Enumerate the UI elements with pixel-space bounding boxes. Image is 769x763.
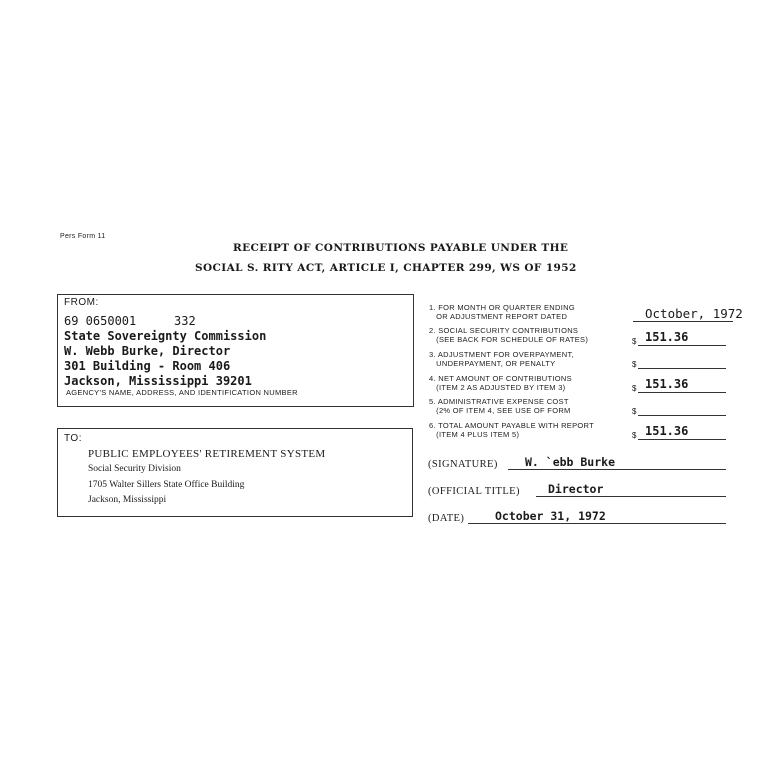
item-3-text: 3. ADJUSTMENT FOR OVERPAYMENT, UNDERPAYMENT, OR PENALTY [429,350,574,368]
signature-rule [508,469,726,470]
agency-name: State Sovereignty Commission [64,329,267,343]
item-4-rule [638,392,726,393]
signature-value: W. `ebb Burke [525,455,616,469]
item-3-dollar: $ [632,360,637,369]
official-title-rule [536,496,726,497]
recipient-address-city: Jackson, Mississippi [88,495,167,505]
item-6-value: 151.36 [645,424,689,438]
item-3-rule [638,368,726,369]
recipient-address-street: 1705 Walter Sillers State Office Building [88,480,245,490]
form-title-line-2: SOCIAL S. RITY ACT, ARTICLE I, CHAPTER 299, WS OF 1952 [195,262,577,274]
item-6-dollar: $ [632,431,637,440]
item-2-dollar: $ [632,337,637,346]
from-heading: FROM: [64,297,99,308]
item-5-dollar: $ [632,407,637,416]
form-number: Pers Form 11 [60,233,106,240]
agency-id-suffix: 332 [174,314,196,328]
signature-label: (SIGNATURE) [428,459,498,470]
agency-id-number: 69 0650001 [64,314,137,328]
item-5-rule [638,415,726,416]
item-1-rule [633,321,733,322]
form-title-line-1: RECEIPT OF CONTRIBUTIONS PAYABLE UNDER THE [233,242,569,254]
date-label: (DATE) [428,513,465,524]
to-heading: TO: [64,433,82,444]
agency-contact: W. Webb Burke, Director [64,344,231,358]
item-4-value: 151.36 [645,377,689,391]
agency-caption: AGENCY'S NAME, ADDRESS, AND IDENTIFICATION NUMBER [66,388,298,397]
date-value: October 31, 1972 [495,509,606,523]
official-title-label: (OFFICIAL TITLE) [428,486,520,497]
item-6-text: 6. TOTAL AMOUNT PAYABLE WITH REPORT (ITEM 4 PLUS ITEM 5) [429,421,594,439]
official-title-value: Director [548,482,604,496]
agency-address-street: 301 Building - Room 406 [64,359,231,373]
item-2-rule [638,345,726,346]
item-1-value: October, 1972 [645,306,743,321]
item-4-text: 4. NET AMOUNT OF CONTRIBUTIONS (ITEM 2 AS ADJUSTED BY ITEM 3) [429,374,572,392]
item-1-text: 1. FOR MONTH OR QUARTER ENDING OR ADJUSTMENT REPORT DATED [429,303,575,321]
item-2-value: 151.36 [645,330,689,344]
recipient-name: PUBLIC EMPLOYEES' RETIREMENT SYSTEM [88,448,326,460]
item-6-rule [638,439,726,440]
item-2-text: 2. SOCIAL SECURITY CONTRIBUTIONS (SEE BACK FOR SCHEDULE OF RATES) [429,326,589,344]
agency-address-city: Jackson, Mississippi 39201 [64,374,252,388]
item-4-dollar: $ [632,384,637,393]
item-5-text: 5. ADMINISTRATIVE EXPENSE COST (2% OF ITEM 4, SEE USE OF FORM [429,397,571,415]
recipient-division: Social Security Division [88,464,181,474]
date-rule [468,523,726,524]
